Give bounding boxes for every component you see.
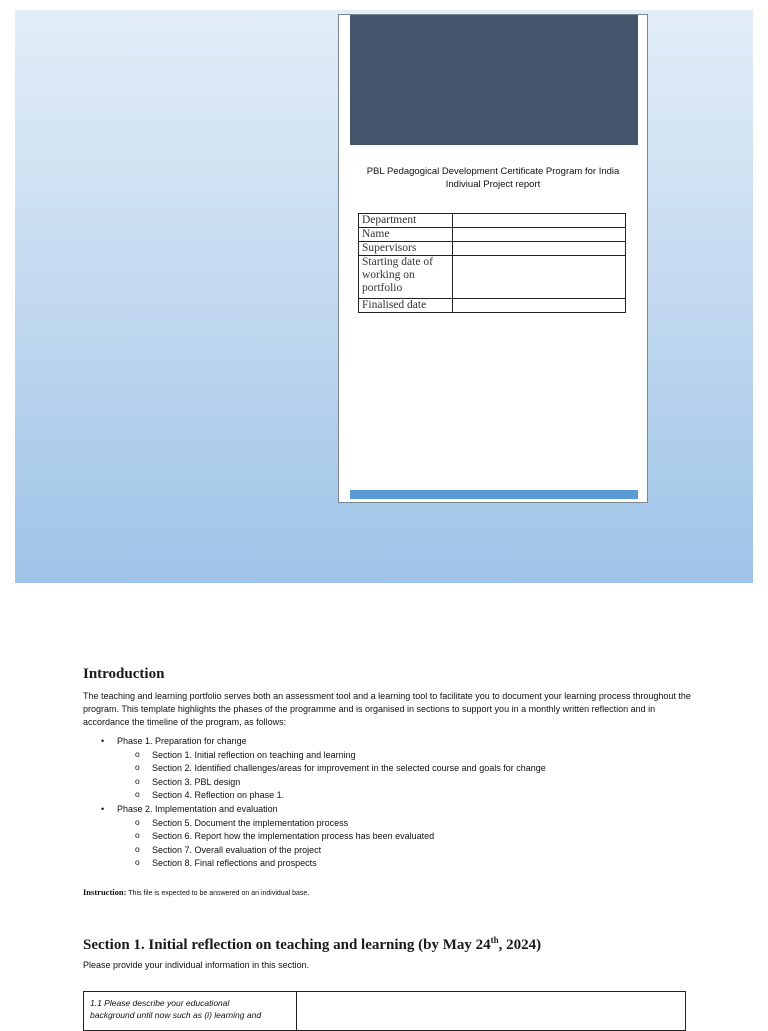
question-cell <box>84 992 297 1030</box>
question-line: background until now such as (i) learning and <box>90 1010 262 1020</box>
cover-title <box>339 165 647 191</box>
question-line: 1.1 Please describe your educational <box>90 998 230 1008</box>
list-item: o Section 6. Report how the implementation process has been evaluated <box>117 830 703 844</box>
list-item: o Section 4. Reflection on phase 1. <box>117 789 703 803</box>
list-item: o Section 3. PBL design <box>117 776 703 790</box>
cover-info-table <box>358 213 626 313</box>
field-value-starting-date[interactable] <box>453 256 626 299</box>
introduction-heading: Introduction <box>83 666 165 682</box>
list-item <box>83 735 703 803</box>
field-label-starting-date: Starting date of working on portfolio <box>359 256 453 299</box>
phase-list <box>83 735 703 871</box>
field-value-finalised-date[interactable] <box>453 299 626 313</box>
section1-heading-sup: th <box>490 935 499 945</box>
field-label-department: Department <box>359 214 453 228</box>
table-row <box>359 242 626 256</box>
section1-subtitle: Please provide your individual information in this section. <box>83 960 310 970</box>
cover-title-line1: PBL Pedagogical Development Certificate Program for India <box>366 166 620 177</box>
list-item: o Section 8. Final reflections and prospects <box>117 857 703 871</box>
field-label-supervisors: Supervisors <box>359 242 453 256</box>
section1-heading-end: , 2024) <box>498 937 542 953</box>
introduction-paragraph: The teaching and learning portfolio serves both an assessment tool and a learning tool to facilitate you to document your learning process throughout the program. This template highlights the phases of the programme and is organised in sections to support you in a monthly written reflection and in accordance the timeline of the program, as follows: <box>83 691 691 727</box>
list-item <box>83 803 703 871</box>
list-item: o Section 5. Document the implementation process <box>117 817 703 831</box>
table-row <box>359 299 626 313</box>
section1-heading-main: Section 1. Initial reflection on teaching and learning (by May 24 <box>83 937 491 953</box>
field-value-department[interactable] <box>453 214 626 228</box>
cover-title-line2: Indiviual Project report <box>445 179 541 190</box>
table-row <box>359 228 626 242</box>
field-value-supervisors[interactable] <box>453 242 626 256</box>
answer-cell[interactable] <box>298 992 685 1030</box>
cover-footer-bar <box>350 490 638 499</box>
phase-label: Phase 2. Implementation and evaluation <box>117 803 278 814</box>
field-label-name: Name <box>359 228 453 242</box>
cover-page <box>338 14 648 503</box>
instruction-text: This file is expected to be answered on an individual base. <box>126 890 310 897</box>
phase-label: Phase 1. Preparation for change <box>117 736 247 746</box>
instruction-label: Instruction: <box>83 887 127 897</box>
instruction-note <box>83 887 703 897</box>
table-row <box>359 256 626 299</box>
section1-heading <box>83 935 703 954</box>
list-item: o Section 1. Initial reflection on teaching and learning <box>117 749 703 763</box>
list-item: o Section 7. Overall evaluation of the project <box>117 844 703 858</box>
cover-banner <box>350 15 638 145</box>
table-row <box>359 214 626 228</box>
list-item: o Section 2. Identified challenges/areas for improvement in the selected course and goals for change <box>117 762 703 776</box>
question-table <box>83 991 686 1031</box>
field-value-name[interactable] <box>453 228 626 242</box>
field-label-finalised-date: Finalised date <box>359 299 453 313</box>
